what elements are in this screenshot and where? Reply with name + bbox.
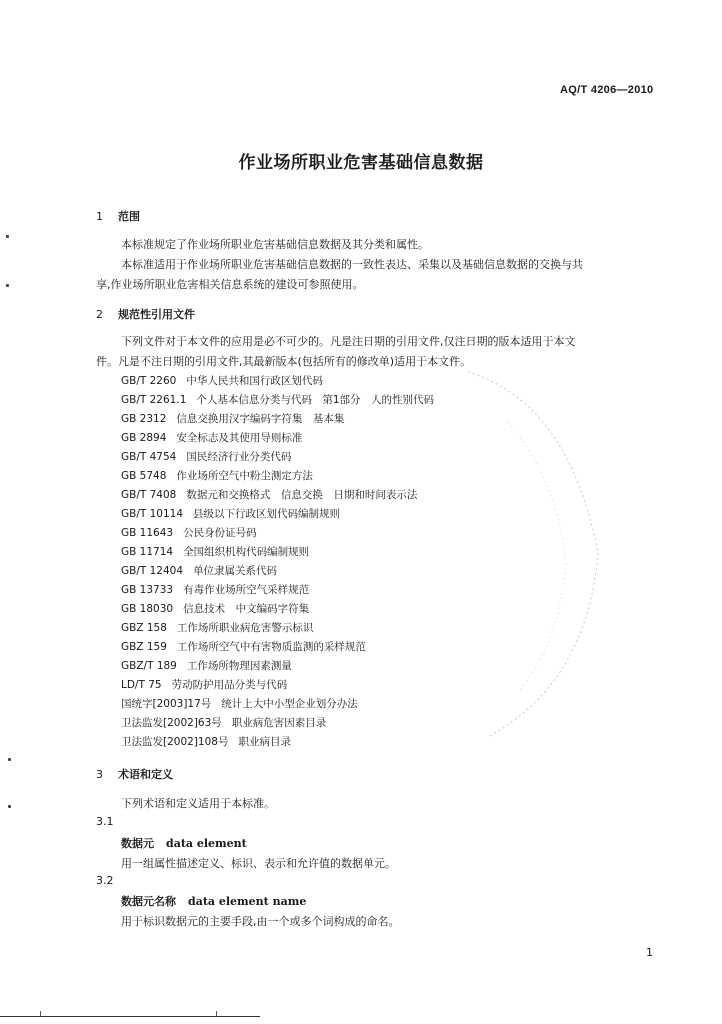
reference-item [121,525,257,540]
section-1-paragraph-1: 本标准规定了作业场所职业危害基础信息数据及其分类和属性。 [121,238,429,251]
bottom-edge-tick [216,1011,217,1016]
section-3-title: 术语和定义 [118,768,173,781]
scan-speck [6,284,9,287]
reference-item [121,658,292,673]
reference-code: GB 2312 [121,413,167,425]
reference-title: 公民身份证号码 [183,527,257,539]
reference-item [121,696,358,711]
bottom-edge-rule [0,1016,260,1017]
document-title: 作业场所职业危害基础信息数据 [238,153,484,173]
reference-title: 全国组织机构代码编制规则 [183,546,310,558]
reference-item [121,411,344,426]
reference-title: 个人基本信息分类与代码 第1部分 人的性别代码 [196,394,435,406]
reference-item [121,449,291,464]
reference-code: GB/T 10114 [121,508,184,520]
reference-code: GB 5748 [121,470,167,482]
section-2-heading [96,306,195,322]
reference-code: GB/T 2260 [121,375,177,387]
reference-title: 单位隶属关系代码 [193,565,278,577]
section-3-number: 3 [96,768,103,781]
reference-title: 信息交换用汉字编码字符集 基本集 [176,413,345,425]
term-name-en: data element name [188,895,307,908]
term-number: 3.1 [96,815,114,828]
reference-title: 国民经济行业分类代码 [186,451,292,463]
reference-item [121,544,309,559]
term-name-zh: 数据元 [121,837,154,850]
section-2-intro-line-1: 下列文件对于本文件的应用是必不可少的。凡是注日期的引用文件,仅注日期的版本适用于本文 [121,335,576,348]
reference-code: GBZ/T 189 [121,660,177,672]
reference-title: 职业病危害因素目录 [231,717,327,729]
reference-title: 安全标志及其使用导则标准 [176,432,303,444]
reference-code: GB/T 2261.1 [121,394,187,406]
reference-item [121,677,287,692]
bottom-edge-tick [40,1011,41,1016]
reference-code: GB 2894 [121,432,167,444]
reference-title: 劳动防护用品分类与代码 [171,679,288,691]
section-2-title: 规范性引用文件 [118,308,195,321]
reference-item [121,373,323,388]
reference-title: 有毒作业场所空气采样规范 [183,584,310,596]
reference-title: 县级以下行政区划代码编制规则 [193,508,341,520]
reference-item [121,563,277,578]
term-number: 3.2 [96,874,114,887]
reference-item [121,620,313,635]
reference-title: 工作场所物理因素测量 [186,660,292,672]
reference-code: GB 13733 [121,584,174,596]
reference-item [121,468,313,483]
page-number: 1 [646,946,653,959]
reference-code: 国统字[2003]17号 [121,698,212,710]
section-3-heading [96,766,173,782]
reference-item [121,582,309,597]
reference-title: 数据元和交换格式 信息交换 日期和时间表示法 [186,489,418,501]
term-name [121,835,247,851]
term-definition: 用于标识数据元的主要手段,由一个或多个词构成的命名。 [121,915,400,928]
reference-code: GB/T 4754 [121,451,177,463]
term-name-en: data element [166,837,247,850]
reference-code: GB 11643 [121,527,174,539]
term-name-zh: 数据元名称 [121,895,176,908]
term-definition: 用一组属性描述定义、标识、表示和允许值的数据单元。 [121,857,396,870]
term-name [121,893,306,909]
reference-item [121,601,309,616]
reference-title: 中华人民共和国行政区划代码 [186,375,323,387]
scan-speck [8,758,11,761]
section-2-intro-line-2: 件。凡是不注日期的引用文件,其最新版本(包括所有的修改单)适用于本文件。 [96,355,472,368]
reference-code: GB/T 12404 [121,565,184,577]
reference-code: GB 11714 [121,546,174,558]
faint-stamp-mark [448,362,608,742]
reference-code: GBZ 158 [121,622,167,634]
reference-item [121,639,366,654]
standard-code: AQ/T 4206—2010 [560,84,654,96]
section-1-paragraph-2-line-2: 享,作业场所职业危害相关信息系统的建设可参照使用。 [96,278,364,291]
reference-title: 职业病目录 [238,736,291,748]
reference-title: 信息技术 中文编码字符集 [183,603,310,615]
reference-item [121,430,302,445]
reference-title: 工作场所职业病危害警示标识 [176,622,314,634]
reference-title: 统计上大中小型企业划分办法 [221,698,358,710]
section-1-paragraph-2-line-1: 本标准适用于作业场所职业危害基础信息数据的一致性表达、采集以及基础信息数据的交换与共 [121,258,583,271]
section-2-number: 2 [96,308,103,321]
reference-item [121,487,417,502]
section-1-heading [96,208,140,224]
scan-speck [8,805,11,808]
scan-speck [6,235,9,238]
section-1-title: 范围 [118,210,140,223]
reference-item [121,715,326,730]
reference-code: 卫法监发[2002]63号 [121,717,222,729]
reference-item [121,392,434,407]
reference-code: 卫法监发[2002]108号 [121,736,229,748]
reference-code: GBZ 159 [121,641,167,653]
reference-title: 工作场所空气中有害物质监测的采样规范 [176,641,366,653]
reference-item [121,734,291,749]
reference-item [121,506,340,521]
reference-code: LD/T 75 [121,679,162,691]
reference-code: GB/T 7408 [121,489,177,501]
reference-title: 作业场所空气中粉尘测定方法 [176,470,313,482]
reference-code: GB 18030 [121,603,174,615]
section-3-intro: 下列术语和定义适用于本标准。 [121,797,275,810]
section-1-number: 1 [96,210,103,223]
